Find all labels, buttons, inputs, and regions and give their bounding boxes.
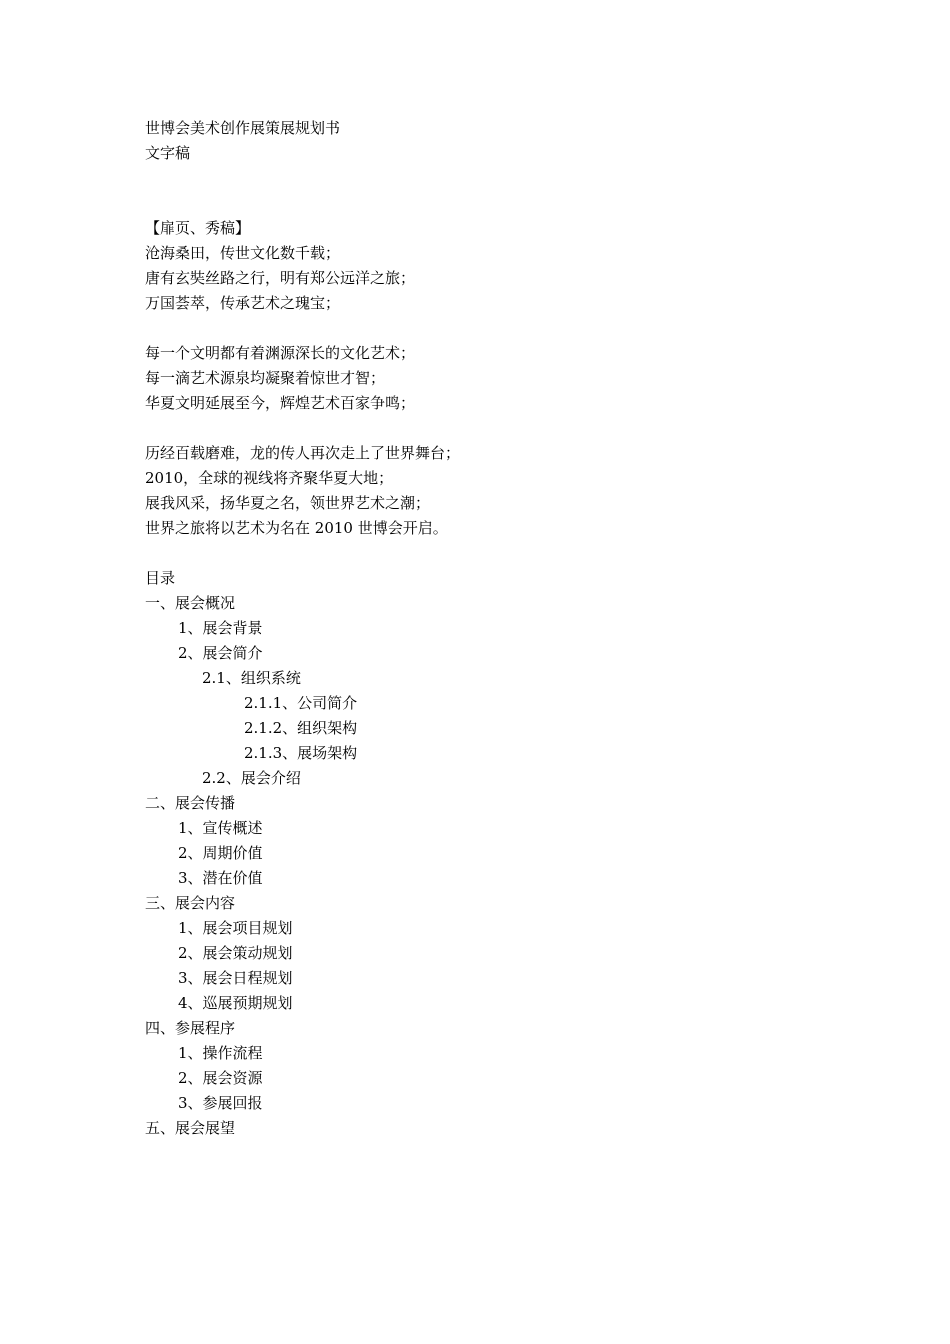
preface-section (145, 216, 845, 541)
toc-item-level-0: 一、展会概况 (145, 594, 236, 612)
toc-item-level-0: 五、展会展望 (145, 1119, 236, 1137)
toc-item-level-1: 2、展会简介 (178, 644, 263, 662)
spacer (145, 541, 845, 566)
toc-item-level-0: 二、展会传播 (145, 794, 236, 812)
poem-line: 万国荟萃，传承艺术之瑰宝； (145, 294, 341, 312)
toc-item-level-1: 2、展会策动规划 (178, 944, 293, 962)
toc-item-level-1: 2、周期价值 (178, 844, 263, 862)
preface-stanza-3 (145, 441, 845, 541)
spacer (145, 416, 845, 441)
spacer (145, 316, 845, 341)
poem-line: 每一滴艺术源泉均凝聚着惊世才智； (145, 369, 386, 387)
poem-line: 展我风采，扬华夏之名，领世界艺术之潮； (145, 494, 431, 512)
poem-line: 2010，全球的视线将齐聚华夏大地； (145, 469, 394, 487)
poem-line: 世界之旅将以艺术为名在 2010 世博会开启。 (145, 519, 448, 537)
poem-line: 沧海桑田，传世文化数千载； (145, 244, 341, 262)
poem-line: 唐有玄奘丝路之行，明有郑公远洋之旅； (145, 269, 416, 287)
toc-item-level-1: 4、巡展预期规划 (178, 994, 293, 1012)
spacer (145, 166, 845, 216)
toc-item-level-1: 1、操作流程 (178, 1044, 263, 1062)
document-title: 世博会美术创作展策展规划书 (145, 119, 341, 137)
toc-item-level-3: 2.1.2、组织架构 (244, 719, 358, 737)
toc-item-level-1: 1、宣传概述 (178, 819, 263, 837)
poem-line: 历经百载磨难，龙的传人再次走上了世界舞台； (145, 444, 461, 462)
toc-heading: 目录 (145, 569, 176, 587)
preface-stanza-2 (145, 341, 845, 416)
toc-item-level-0: 三、展会内容 (145, 894, 236, 912)
poem-line: 华夏文明延展至今，辉煌艺术百家争鸣； (145, 394, 416, 412)
toc-item-level-0: 四、参展程序 (145, 1019, 236, 1037)
toc-item-level-1: 1、展会项目规划 (178, 919, 293, 937)
toc-item-level-1: 3、潜在价值 (178, 869, 263, 887)
toc-item-level-3: 2.1.1、公司简介 (244, 694, 358, 712)
document-body (145, 116, 845, 1141)
toc-item-level-1: 3、展会日程规划 (178, 969, 293, 987)
preface-stanza-1 (145, 241, 845, 316)
toc-list (145, 591, 845, 1141)
toc-item-level-1: 2、展会资源 (178, 1069, 263, 1087)
toc-item-level-3: 2.1.3、展场架构 (244, 744, 358, 762)
toc-item-level-1: 3、参展回报 (178, 1094, 263, 1112)
document-subtitle: 文字稿 (145, 144, 191, 162)
preface-heading: 【扉页、秀稿】 (145, 219, 251, 237)
toc-item-level-2: 2.2、展会介绍 (202, 769, 301, 787)
toc-item-level-1: 1、展会背景 (178, 619, 263, 637)
poem-line: 每一个文明都有着渊源深长的文化艺术； (145, 344, 416, 362)
table-of-contents (145, 566, 845, 1141)
toc-item-level-2: 2.1、组织系统 (202, 669, 301, 687)
